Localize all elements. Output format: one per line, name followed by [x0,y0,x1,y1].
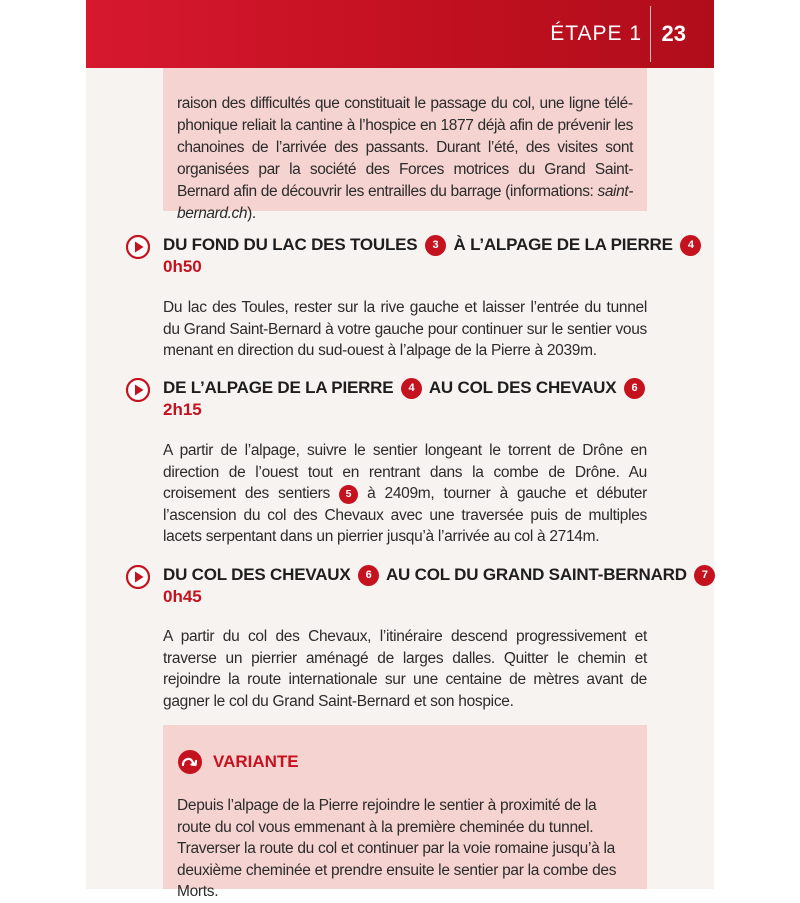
section-text-2 [163,440,647,548]
duration: 2h15 [163,400,202,419]
play-icon [126,565,150,589]
title-to: AU COL DU GRAND SAINT-BERNARD [385,565,687,584]
title-to: À L’ALPAGE DE LA PIERRE [453,235,673,254]
text-part: à 2409m, tourner à gauche et débuter l’ascension du col des Chevaux avec une traversée puis de multiples lacets serpentant dans un pierrier jusqu’à l’arrivée au col à 2714m. [163,485,647,545]
text-part: A partir de l’alpage, suivre le sentier longeant le torrent de Drône en direction de l’ouest tout en rentrant dans la combe de Drône. Au croisement des sentiers [163,442,647,502]
waypoint-badge: 5 [339,485,358,504]
title-from: DU COL DES CHEVAUX [163,565,351,584]
title-to: AU COL DES CHEVAUX [428,378,617,397]
section-text-1: Du lac des Toules, rester sur la rive gauche et laisser l’entrée du tunnel du Grand Saint-Bernard à votre gauche pour continuer sur le sentier vous menant en direction du sud-ouest à l’alpage de la Pierre à 2039m. [163,299,647,359]
section-text-3: A partir du col des Chevaux, l’itinéraire descend progressivement et traverse un pierrier aménagé de larges dalles. Quitter le chemin et rejoindre la route internationale sur une centaine de mètres avant de gagner le col du Grand Saint-Bernard et son hospice. [163,628,647,710]
header-divider [650,6,651,62]
duration: 0h45 [163,587,202,606]
variant-title: VARIANTE [213,752,299,771]
waypoint-badge: 6 [624,378,645,399]
play-icon [126,235,150,259]
waypoint-badge: 4 [401,378,422,399]
title-from: DE L’ALPAGE DE LA PIERRE [163,378,394,397]
title-from: DU FOND DU LAC DES TOULES [163,235,418,254]
intro-text-end: ). [247,205,256,222]
section-title [163,565,718,586]
intro-text: raison des difficultés que constituait le passage du col, une ligne téléphonique reliait la cantine à l’hospice en 1877 déjà afin de prévenir les chanoines de l’arrivée des passants. Durant l’été, des visites sont organisées par la société des Forces motrices du Grand Saint-Bernard afin de découvrir les entrailles du barrage (informations: [177,95,633,200]
page-number: 23 [661,21,686,46]
page-header [86,0,714,68]
variant-text: Depuis l’alpage de la Pierre rejoindre le sentier à proximité de la route du col vous emmenant à la première cheminée du tunnel. Traverser la route du col et continuer par la voie romaine jusqu’à la deuxième cheminée et prendre ensuite le sentier par la combe des Morts. [177,797,617,900]
detour-icon [177,749,203,775]
intro-info-box [163,68,647,222]
play-icon [126,378,150,402]
waypoint-badge: 6 [358,565,379,586]
section-title [163,235,704,256]
variant-box [163,725,647,900]
waypoint-badge: 7 [694,565,715,586]
intro-paragraph [163,68,647,225]
website-link[interactable]: saint-bernard.ch [177,183,633,222]
waypoint-badge: 4 [680,235,701,256]
waypoint-badge: 3 [425,235,446,256]
stage-label: ÉTAPE 1 [550,22,642,45]
duration: 0h50 [163,257,202,276]
section-title [163,378,648,399]
